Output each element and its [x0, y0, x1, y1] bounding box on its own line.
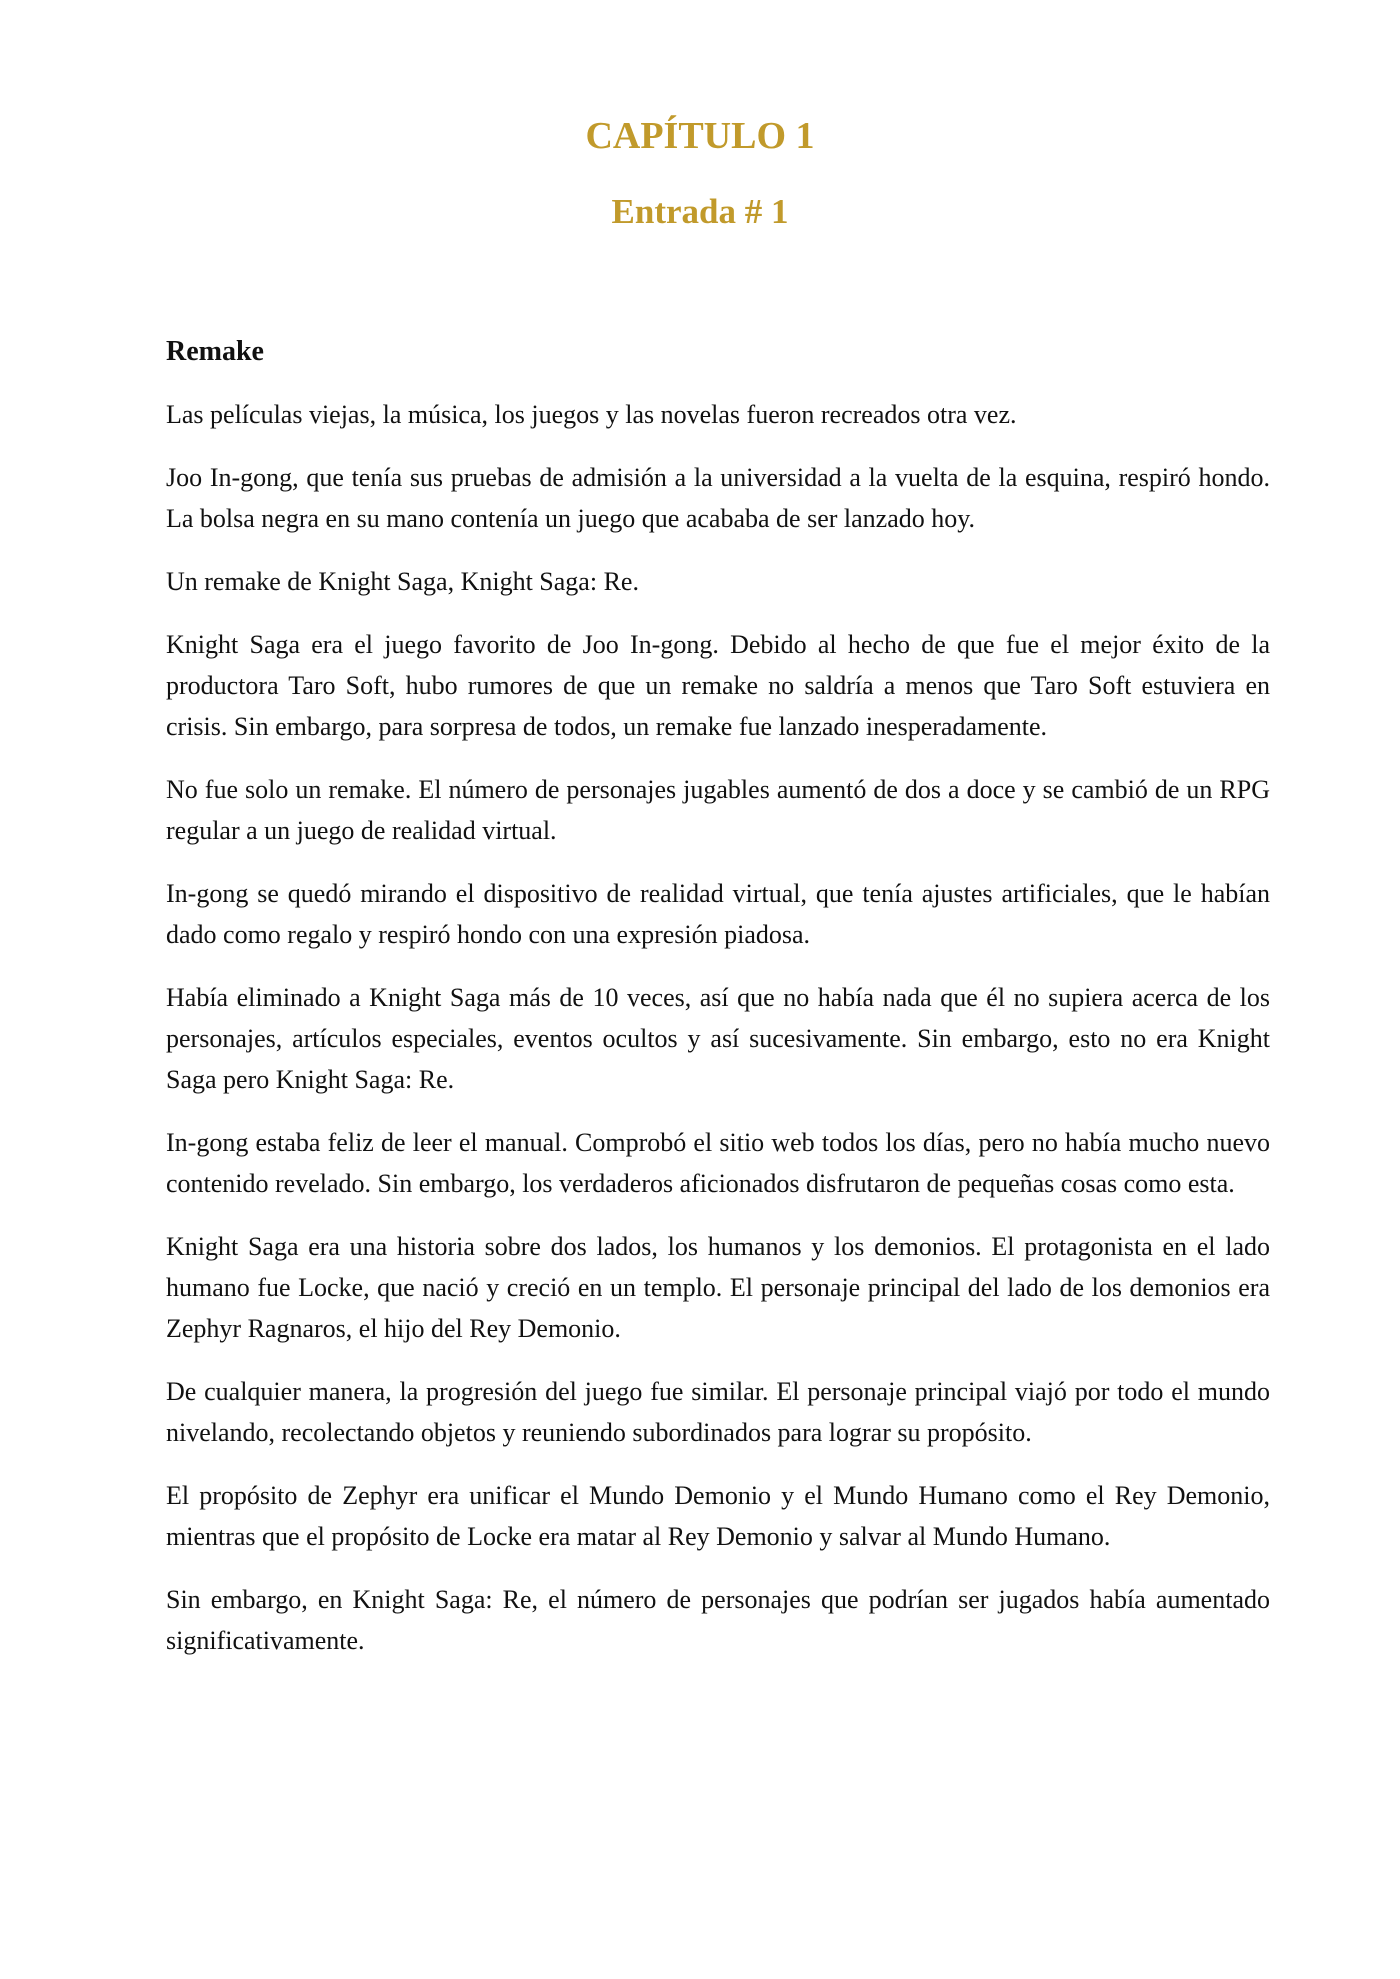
paragraph: De cualquier manera, la progresión del juego fue similar. El personaje principal viajó por todo el mundo nivelando, recolectando objetos y reuniendo subordinados para lograr su propósito. — [166, 1377, 1270, 1447]
chapter-title: CAPÍTULO 1 — [585, 115, 815, 157]
paragraph: Las películas viejas, la música, los juegos y las novelas fueron recreados otra vez. — [166, 400, 1017, 429]
paragraph: Knight Saga era una historia sobre dos lados, los humanos y los demonios. El protagonista en el lado humano fue Locke, que nació y creció en un templo. El personaje principal del lado de los demonios era Zephyr Ragnaros, el hijo del Rey Demonio. — [166, 1232, 1270, 1343]
paragraph: Un remake de Knight Saga, Knight Saga: Re. — [166, 567, 639, 596]
paragraph: No fue solo un remake. El número de personajes jugables aumentó de dos a doce y se cambió de un RPG regular a un juego de realidad virtual. — [166, 775, 1270, 845]
paragraph: In-gong se quedó mirando el dispositivo de realidad virtual, que tenía ajustes artificiales, que le habían dado como regalo y respiró hondo con una expresión piadosa. — [166, 879, 1270, 949]
paragraph: In-gong estaba feliz de leer el manual. Comprobó el sitio web todos los días, pero no había mucho nuevo contenido revelado. Sin embargo, los verdaderos aficionados disfrutaron de pequeñas cosas como esta. — [166, 1128, 1270, 1198]
body-text — [166, 332, 1270, 1683]
section-heading: Remake — [166, 336, 264, 367]
paragraph: Joo In-gong, que tenía sus pruebas de admisión a la universidad a la vuelta de la esquina, respiró hondo. La bolsa negra en su mano contenía un juego que acababa de ser lanzado hoy. — [166, 463, 1270, 533]
paragraph: El propósito de Zephyr era unificar el Mundo Demonio y el Mundo Humano como el Rey Demonio, mientras que el propósito de Locke era matar al Rey Demonio y salvar al Mundo Humano. — [166, 1481, 1270, 1551]
paragraph: Había eliminado a Knight Saga más de 10 veces, así que no había nada que él no supiera acerca de los personajes, artículos especiales, eventos ocultos y así sucesivamente. Sin embargo, esto no era Knight Saga pero Knight Saga: Re. — [166, 983, 1270, 1094]
paragraph: Sin embargo, en Knight Saga: Re, el número de personajes que podrían ser jugados había aumentado significativamente. — [166, 1585, 1270, 1655]
paragraph: Knight Saga era el juego favorito de Joo In-gong. Debido al hecho de que fue el mejor éxito de la productora Taro Soft, hubo rumores de que un remake no saldría a menos que Taro Soft estuviera en crisis. Sin embargo, para sorpresa de todos, un remake fue lanzado inesperadamente. — [166, 630, 1270, 741]
entry-title: Entrada # 1 — [611, 192, 789, 231]
